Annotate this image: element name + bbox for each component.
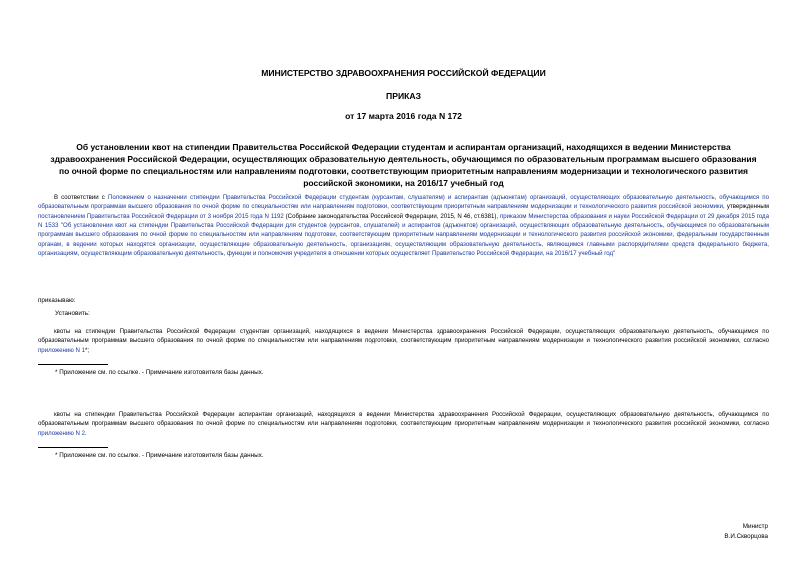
footnote-divider [38,364,108,365]
intro-text-3: (Собрание законодательства Российской Федерации, 2015, N 46, ст.6381), [283,212,500,220]
quota-postgraduates-tail: . [85,429,87,437]
quota-postgraduates-paragraph [38,410,769,438]
intro-text-1: В соответствии с [54,194,108,201]
document-kind: ПРИКАЗ [386,91,421,101]
document-title: Об установлении квот на стипендии Правительства Российской Федерации студентам и аспирантам организаций, находящихся в ведении Министерства здравоохранения Российской Федерации, осуществляющих образовательную деятельность, обучающимся по образовательным программам высшего образования по очной форме по специальностям или направлениям подготовки, соответствующим приоритетным направлениям модернизации и технологического развития российской экономики, на 2016/17 учебный год [50,142,757,188]
intro-paragraph [38,193,769,258]
quota-students-paragraph [38,327,769,355]
order-verb: приказываю: [38,297,76,304]
ministry-order-link[interactable]: приказом Министерства образования и науки Российской Федерации от 29 декабря 2015 года N 1533 "Об установлении квот на стипендии Правительства Российской Федерации для студентов (курсантов, слушателей) и аспирантов (адъюнктов) организаций, осуществляющих образовательную деятельность, обучающимся по образовательным программам высшего образования по очной форме по специальностям или направлениям подготовки, соответствующим приоритетным направлениям модернизации и технологического развития российской экономики, федеральным государственным органам, в ведении которых находятся организации, осуществляющие образовательную деятельность, организациям, осуществляющим образовательную деятельность, являющимся главными распорядителями средств федерального бюджета, организациям, осуществляющим образовательную деятельность, функции и полномочия учредителя в отношении которых осуществляет Правительство Российской Федерации, на 2016/17 учебный год" [38,212,770,258]
establish-label: Установить: [55,310,90,317]
document-date-number: от 17 марта 2016 года N 172 [345,111,462,121]
intro-text-2: , утвержденным [723,203,769,211]
ministry-heading: МИНИСТЕРСТВО ЗДРАВООХРАНЕНИЯ РОССИЙСКОЙ ФЕДЕРАЦИИ [261,68,546,78]
appendix-1-link[interactable]: приложению N 1 [38,346,86,354]
quota-students-text: квоты на стипендии Правительства Российской Федерации студентам организаций, находящихся в ведении Министерства здравоохранения Российской Федерации, осуществляющих образовательную деятельность, обучающимся по образовательным программам высшего образования по очной форме по специальностям или направлениям подготовки, соответствующим приоритетным направлениям модернизации и технологического развития российской экономики, согласно [38,328,769,345]
regulation-link[interactable]: Положением о назначении стипендии Правительства Российской Федерации студентам (курсантам, слушателям) и аспирантам (адъюнктам) организаций, осуществляющих образовательную деятельность, обучающимся по образовательным программам высшего образования по очной форме по специальностям или направлениям подготовки, соответствующим приоритетным направлениям модернизации и технологического развития российской экономики [38,194,769,211]
quota-postgraduates-text: квоты на стипендии Правительства Российской Федерации аспирантам организаций, находящихся в ведении Министерства здравоохранения Российской Федерации, осуществляющих образовательную деятельность, обучающимся по образовательным программам высшего образования по очной форме по специальностям или направлениям подготовки, соответствующим приоритетным направлениям модернизации и технологического развития российской экономики, согласно [38,411,769,428]
signer-name: В.И.Скворцова [724,533,768,540]
footnote-1: * Приложение см. по ссылке. - Примечание изготовителя базы данных. [55,369,264,376]
government-decree-link[interactable]: постановлением Правительства Российской Федерации от 3 ноября 2015 года N 1192 [38,212,284,220]
signer-title: Министр [742,523,768,530]
quota-students-tail: *; [85,346,90,354]
footnote-2: * Приложение см. по ссылке. - Примечание изготовителя базы данных. [55,452,264,459]
footnote-divider [38,447,108,448]
appendix-2-link[interactable]: приложению N 2 [38,429,86,437]
